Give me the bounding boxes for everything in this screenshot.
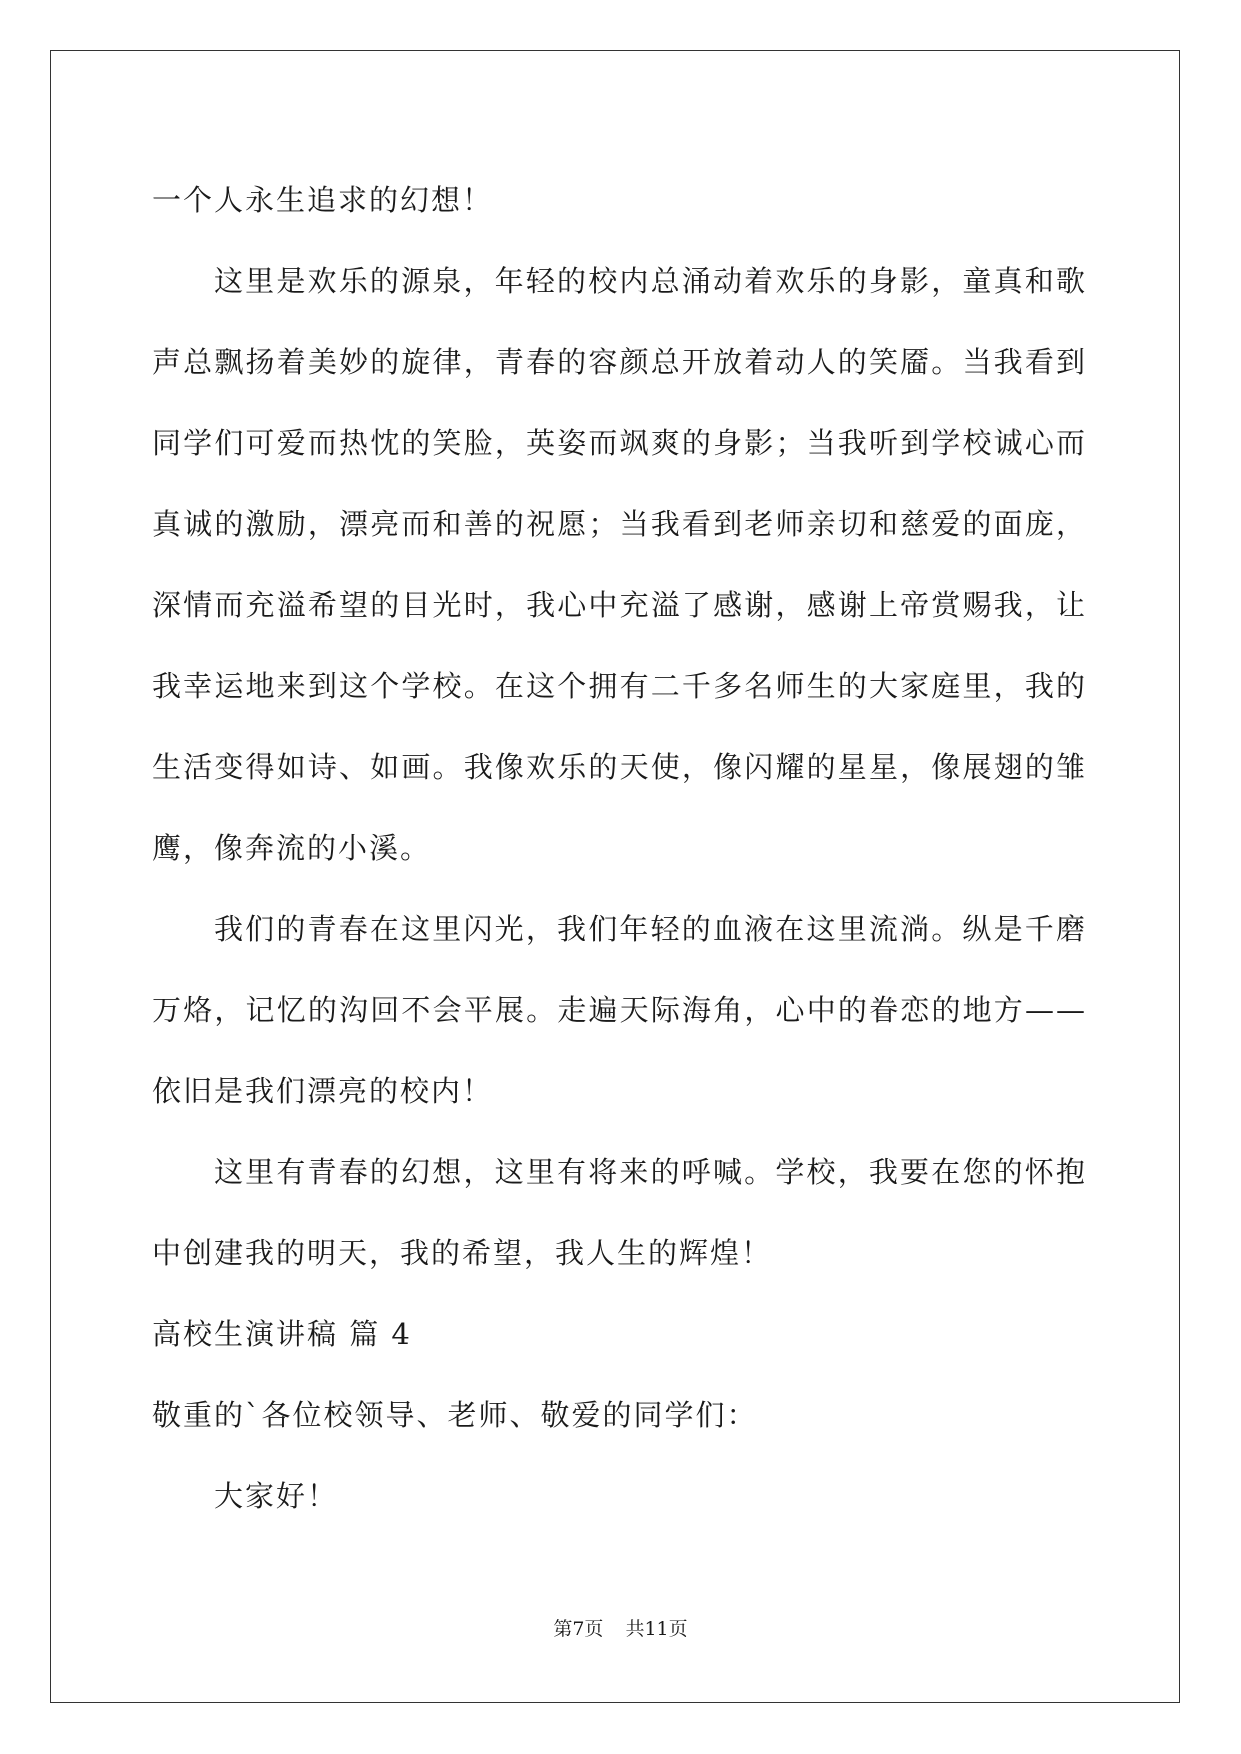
section-heading: 高校生演讲稿 篇 4 — [152, 1317, 412, 1351]
greeting: 大家好！ — [214, 1479, 339, 1513]
page-number: 第7页 — [553, 1618, 604, 1640]
page-total: 共11页 — [625, 1618, 688, 1640]
paragraph-continuation: 一个人永生追求的幻想！ — [152, 183, 494, 217]
paragraph-dreams: 这里有青春的幻想，这里有将来的呼喊。学校，我要在您的怀抱中创建我的明天，我的希望，我人生的辉煌！ — [152, 1155, 1087, 1270]
paragraph-youth-shines: 我们的青春在这里闪光，我们年轻的血液在这里流淌。纵是千磨万烙，记忆的沟回不会平展。走遍天际海角，心中的眷恋的地方——依旧是我们漂亮的校内！ — [152, 912, 1087, 1108]
salutation: 敬重的`各位校领导、老师、敬爱的同学们： — [152, 1398, 758, 1432]
paragraph-campus-joy: 这里是欢乐的源泉，年轻的校内总涌动着欢乐的身影，童真和歌声总飘扬着美妙的旋律，青春的容颜总开放着动人的笑靥。当我看到同学们可爱而热忱的笑脸，英姿而飒爽的身影；当我听到学校诚心而真诚的激励，漂亮而和善的祝愿；当我看到老师亲切和慈爱的面庞，深情而充溢希望的目光时，我心中充溢了感谢，感谢上帝赏赐我，让我幸运地来到这个学校。在这个拥有二千多名师生的大家庭里，我的生活变得如诗、如画。我像欢乐的天使，像闪耀的星星，像展翅的雏鹰，像奔流的小溪。 — [152, 264, 1087, 865]
document-body — [152, 160, 1087, 1537]
page-footer — [0, 1614, 1241, 1641]
